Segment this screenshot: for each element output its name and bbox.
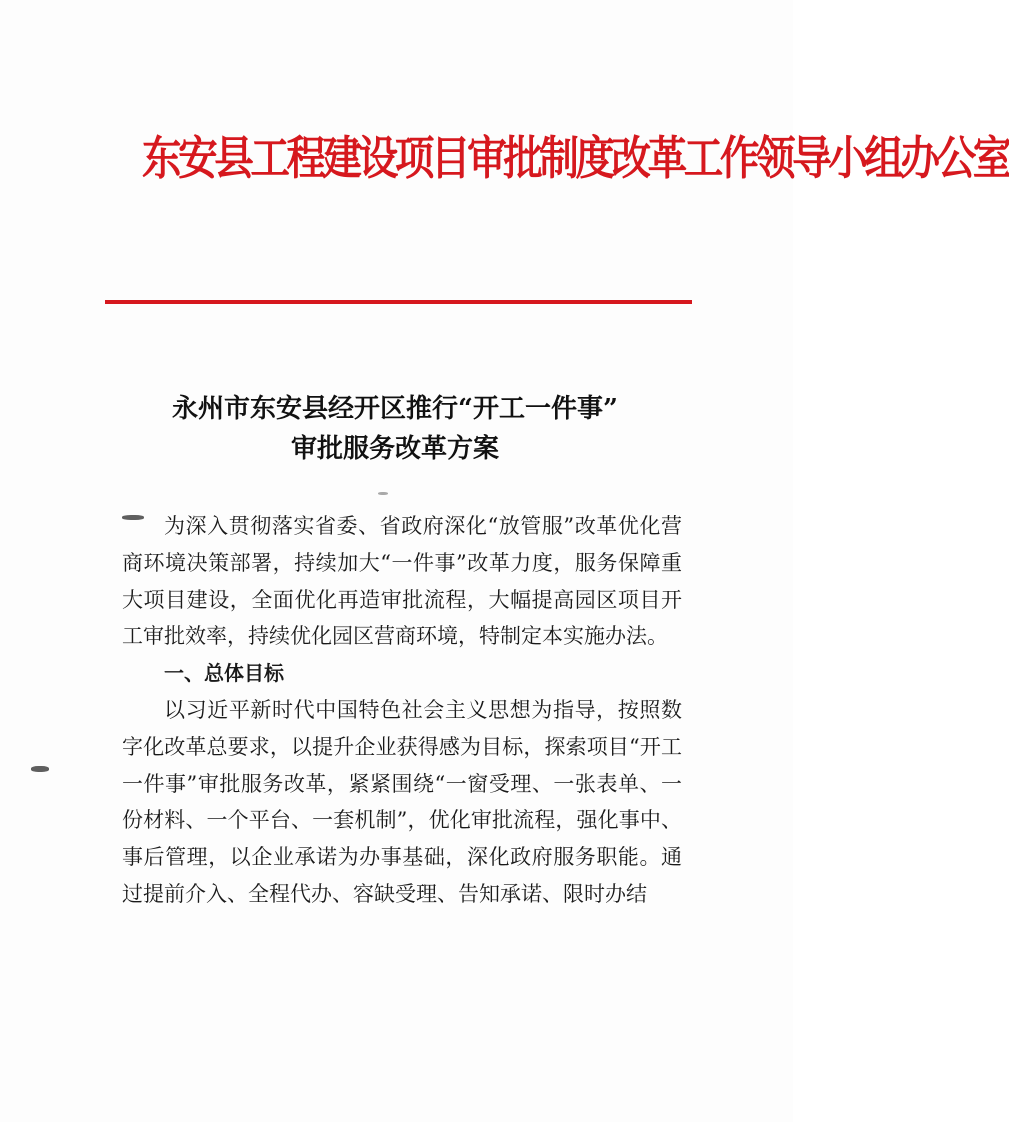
red-header-rule xyxy=(105,300,692,304)
intro-paragraph: 为深入贯彻落实省委、省政府深化“放管服”改革优化营商环境决策部署，持续加大“一件事”改革力度，服务保障重大项目建设，全面优化再造审批流程，大幅提高园区项目开工审批效率，持续优化园区营商环境，特制定本实施办法。 xyxy=(122,514,682,649)
document-body xyxy=(122,508,682,913)
document-title-line-2: 审批服务改革方案 xyxy=(290,434,499,464)
issuing-office-header: 东安县工程建设项目审批制度改革工作领导小组办公室 xyxy=(142,131,1009,185)
document-title-line-1: 永州市东安县经开区推行“开工一件事” xyxy=(172,394,618,424)
general-goals-paragraph: 以习近平新时代中国特色社会主义思想为指导，按照数字化改革总要求，以提升企业获得感为目标，探索项目“开工一件事”审批服务改革，紧紧围绕“一窗受理、一张表单、一份材料、一个平台、一套机制”，优化审批流程，强化事中、事后管理，以企业承诺为办事基础，深化政府服务职能。通过提前介入、全程代办、容缺受理、告知承诺、限时办结 xyxy=(122,697,682,906)
scan-smudge xyxy=(31,766,49,772)
scan-smudge xyxy=(378,492,388,495)
section-heading-general-goals: 一、总体目标 xyxy=(164,661,284,686)
